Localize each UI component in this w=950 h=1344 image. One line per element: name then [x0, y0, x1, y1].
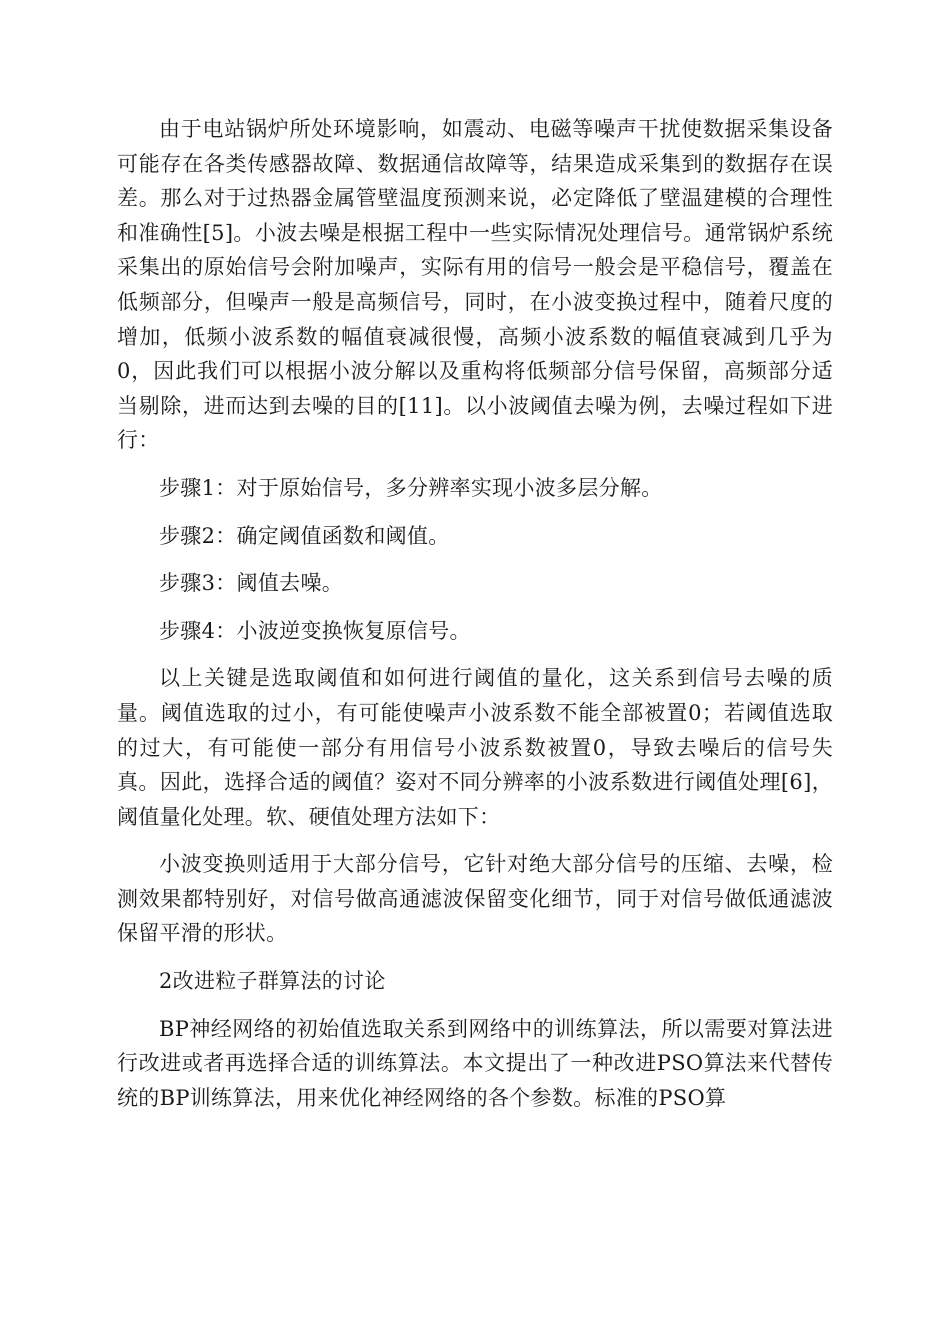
paragraph-gap [117, 648, 833, 661]
paragraph-bp-pso: BP神经网络的初始值选取关系到网络中的训练算法，所以需要对算法进行改进或者再选择合适的训练算法。本文提出了一种改进PSO算法来代替传统的BP训练算法，用来优化神经网络的各个参数。标准的PSO算 [117, 1016, 833, 1110]
paragraph-gap [117, 506, 833, 519]
paragraph-gap [117, 999, 833, 1012]
paragraph-gap [117, 951, 833, 964]
paragraph-gap [117, 458, 833, 471]
paragraph-gap [117, 834, 833, 847]
paragraph-threshold-selection: 以上关键是选取阈值和如何进行阈值的量化，这关系到信号去噪的质量。阈值选取的过小，有可能使噪声小波系数不能全部被置0；若阈值选取的过大，有可能使一部分有用信号小波系数被置0，导致去噪后的信号失真。因此，选择合适的阈值？姿对不同分辨率的小波系数进行阈值处理[6]，阈值量化处理。软、硬值处理方法如下： [117, 666, 833, 829]
step-1: 步骤1：对于原始信号，多分辨率实现小波多层分解。 [159, 475, 663, 500]
paragraph-wavelet-denoising-intro: 由于电站锅炉所处环境影响，如震动、电磁等噪声干扰使数据采集设备可能存在各类传感器故障、数据通信故障等，结果造成采集到的数据存在误差。那么对于过热器金属管壁温度预测来说，必定降低了壁温建模的合理性和准确性[5]。小波去噪是根据工程中一些实际情况处理信号。通常锅炉系统采集出的原始信号会附加噪声，实际有用的信号一般会是平稳信号，覆盖在低频部分，但噪声一般是高频信号，同时，在小波变换过程中，随着尺度的增加，低频小波系数的幅值衰减很慢，高频小波系数的幅值衰减到几乎为0，因此我们可以根据小波分解以及重构将低频部分信号保留，高频部分适当剔除，进而达到去噪的目的[11]。以小波阈值去噪为例，去噪过程如下进行： [117, 117, 833, 453]
paragraph-gap [117, 601, 833, 614]
document-body [117, 112, 833, 1115]
step-3: 步骤3：阈值去噪。 [159, 571, 344, 596]
paragraph-gap [117, 553, 833, 566]
section-heading-2: 2改进粒子群算法的讨论 [159, 969, 386, 994]
paragraph-wavelet-transform: 小波变换则适用于大部分信号，它针对绝大部分信号的压缩、去噪，检测效果都特别好，对信号做高通滤波保留变化细节，同于对信号做低通滤波保留平滑的形状。 [117, 852, 833, 946]
step-2: 步骤2：确定阈值函数和阈值。 [159, 523, 450, 548]
step-4: 步骤4：小波逆变换恢复原信号。 [159, 618, 471, 643]
